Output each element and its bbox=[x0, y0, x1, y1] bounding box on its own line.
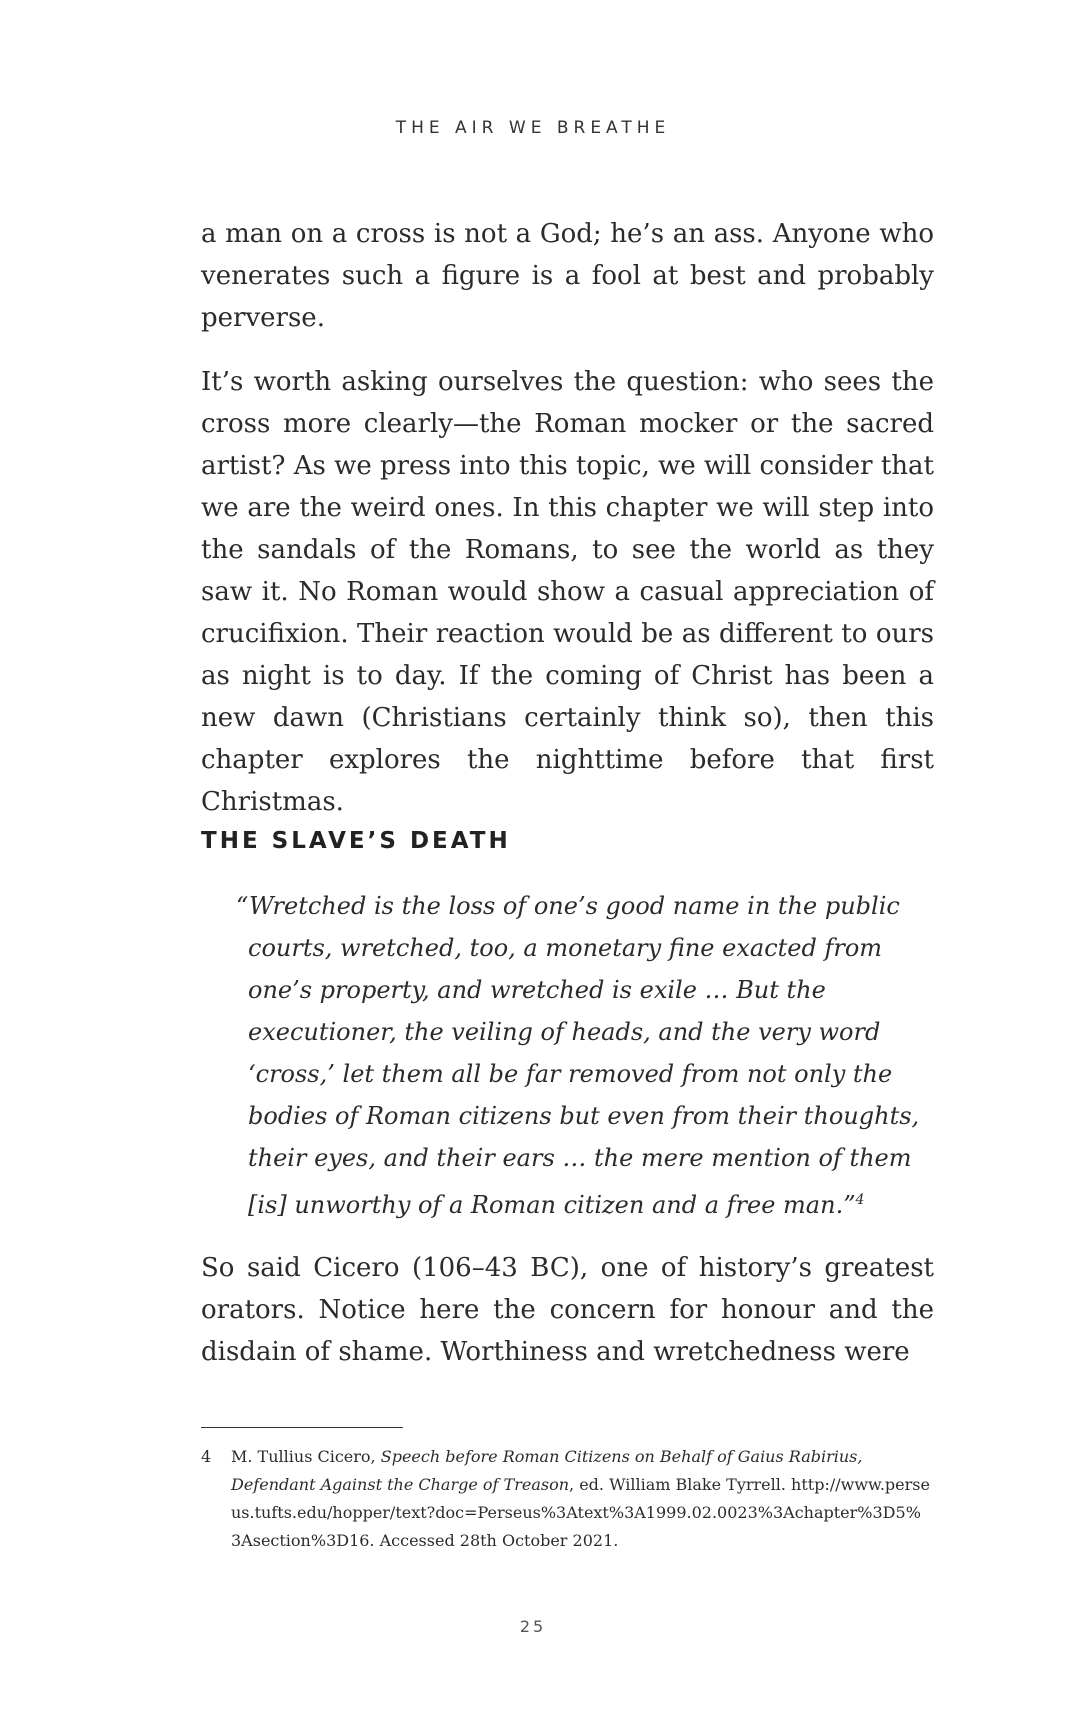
footnote-reference: 4 bbox=[855, 1192, 865, 1208]
block-quote bbox=[236, 885, 928, 1226]
footnote-number: 4 bbox=[201, 1447, 212, 1466]
running-head: THE AIR WE BREATHE bbox=[395, 118, 671, 138]
footnote bbox=[201, 1443, 931, 1555]
footnote-divider bbox=[201, 1427, 403, 1428]
page-number: 25 bbox=[519, 1617, 547, 1636]
paragraph-3: So said Cicero (106–43 BC), one of history’s greatest orators. Notice here the concern for honour and the disdain of shame. Worthiness and wretchedness were bbox=[201, 1253, 934, 1367]
footnote-citation: , ed. William Blake Tyrrell. http://www.perseus.tufts.edu/hopper/text?doc=Perseus%3Atext%3A1999.02.0023%3Achapter%3D5%3Asection%3D16. Accessed 28th October 2021. bbox=[231, 1475, 930, 1550]
section-heading: THE SLAVE’S DEATH bbox=[201, 828, 511, 854]
footnote-title: Speech before Roman Citizens on Behalf of Gaius Rabirius, Defendant Against the Charge of Treason bbox=[231, 1447, 863, 1494]
paragraph-1: a man on a cross is not a God; he’s an ass. Anyone who venerates such a figure is a fool at best and probably perverse. bbox=[201, 219, 934, 333]
footnote-author: M. Tullius Cicero, bbox=[231, 1447, 376, 1466]
paragraph-2: It’s worth asking ourselves the question: who sees the cross more clearly—the Roman mocker or the sacred artist? As we press into this topic, we will consider that we are the weird ones. In this chapter we will step into the sandals of the Romans, to see the world as they saw it. No Roman would show a casual appreciation of crucifixion. Their reaction would be as different to ours as night is to day. If the coming of Christ has been a new dawn (Christians certainly think so), then this chapter explores the nighttime before that first Christmas. bbox=[201, 367, 934, 817]
quote-text: “Wretched is the loss of one’s good name in the public courts, wretched, too, a monetary fine exacted from one’s property, and wretched is exile … But the executioner, the veiling of heads, and the very word ‘cross,’ let them all be far removed from not only the bodies of Roman citizens but even from their thoughts, their eyes, and their ears … the mere mention of them [is] unworthy of a Roman citizen and a free man.” bbox=[236, 892, 920, 1219]
footnote-body bbox=[231, 1443, 931, 1555]
